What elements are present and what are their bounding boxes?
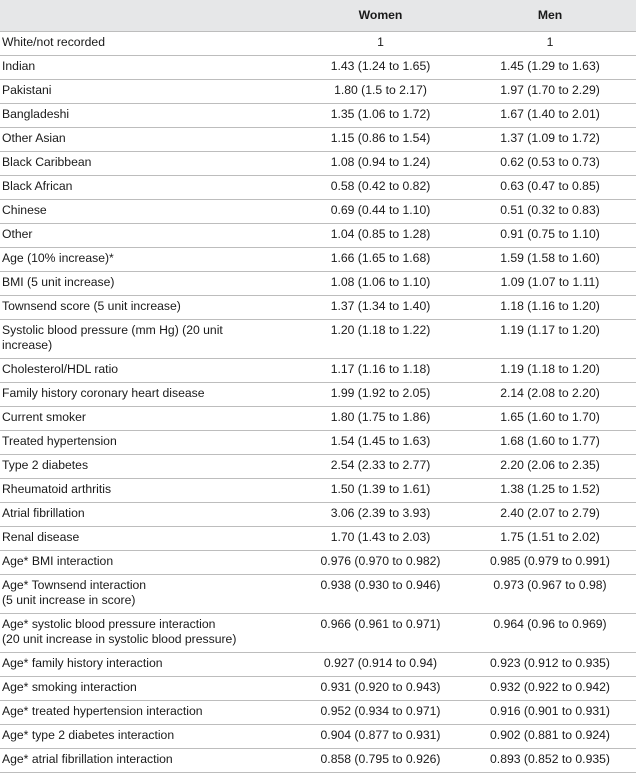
row-label-line: Treated hypertension (2, 434, 117, 448)
women-value: 0.904 (0.877 to 0.931) (297, 725, 464, 749)
women-value: 0.931 (0.920 to 0.943) (297, 677, 464, 701)
table-row (0, 224, 636, 248)
men-value: 0.893 (0.852 to 0.935) (464, 749, 636, 773)
table-row (0, 296, 636, 320)
row-label (0, 725, 297, 749)
men-value: 1.19 (1.18 to 1.20) (464, 359, 636, 383)
men-value: 0.973 (0.967 to 0.98) (464, 575, 636, 614)
table-row (0, 614, 636, 653)
table-row (0, 176, 636, 200)
row-label-line: White/not recorded (2, 35, 105, 49)
men-value: 0.916 (0.901 to 0.931) (464, 701, 636, 725)
table-row (0, 551, 636, 575)
row-label-line: Age* BMI interaction (2, 554, 114, 568)
men-value: 0.985 (0.979 to 0.991) (464, 551, 636, 575)
women-value: 3.06 (2.39 to 3.93) (297, 503, 464, 527)
row-label (0, 32, 297, 56)
men-value: 1.45 (1.29 to 1.63) (464, 56, 636, 80)
row-label-line: Other (2, 227, 33, 241)
men-value: 1.97 (1.70 to 2.29) (464, 80, 636, 104)
men-value: 0.51 (0.32 to 0.83) (464, 200, 636, 224)
women-value: 1.15 (0.86 to 1.54) (297, 128, 464, 152)
row-label-line: Type 2 diabetes (2, 458, 89, 472)
women-value: 1 (297, 32, 464, 56)
row-label-line: Pakistani (2, 83, 52, 97)
row-label (0, 551, 297, 575)
men-value: 1.19 (1.17 to 1.20) (464, 320, 636, 359)
row-label (0, 455, 297, 479)
row-label (0, 296, 297, 320)
row-label-line: Black Caribbean (2, 155, 92, 169)
row-label (0, 749, 297, 773)
row-label-line: Age* family history interaction (2, 656, 163, 670)
women-value: 1.50 (1.39 to 1.61) (297, 479, 464, 503)
row-label (0, 176, 297, 200)
table-row (0, 407, 636, 431)
men-value: 0.902 (0.881 to 0.924) (464, 725, 636, 749)
row-label (0, 431, 297, 455)
table-row (0, 272, 636, 296)
row-label-line: Rheumatoid arthritis (2, 482, 112, 496)
women-value: 1.80 (1.75 to 1.86) (297, 407, 464, 431)
row-label (0, 224, 297, 248)
row-label-line: Current smoker (2, 410, 86, 424)
men-value: 1.38 (1.25 to 1.52) (464, 479, 636, 503)
row-label (0, 701, 297, 725)
row-label (0, 248, 297, 272)
men-value: 0.62 (0.53 to 0.73) (464, 152, 636, 176)
row-label (0, 272, 297, 296)
table-row (0, 653, 636, 677)
row-label-line: Family history coronary heart disease (2, 386, 205, 400)
row-label (0, 614, 297, 653)
row-label-line: Cholesterol/HDL ratio (2, 362, 119, 376)
table-row (0, 320, 636, 359)
men-value: 1.18 (1.16 to 1.20) (464, 296, 636, 320)
row-label (0, 677, 297, 701)
table-row (0, 56, 636, 80)
row-label (0, 80, 297, 104)
header-row (0, 0, 636, 32)
table-body (0, 32, 636, 773)
table-row (0, 383, 636, 407)
row-label-line: Age* type 2 diabetes interaction (2, 728, 175, 742)
row-label (0, 527, 297, 551)
men-value: 0.63 (0.47 to 0.85) (464, 176, 636, 200)
row-label-line: Indian (2, 59, 36, 73)
men-value: 1.09 (1.07 to 1.11) (464, 272, 636, 296)
women-value: 1.35 (1.06 to 1.72) (297, 104, 464, 128)
table-header (0, 0, 636, 32)
table-row (0, 359, 636, 383)
header-women: Women (297, 0, 464, 32)
women-value: 1.04 (0.85 to 1.28) (297, 224, 464, 248)
table-row (0, 749, 636, 773)
women-value: 1.17 (1.16 to 1.18) (297, 359, 464, 383)
row-label-line: Black African (2, 179, 73, 193)
row-label-line: Renal disease (2, 530, 80, 544)
women-value: 0.927 (0.914 to 0.94) (297, 653, 464, 677)
header-men: Men (464, 0, 636, 32)
men-value: 2.40 (2.07 to 2.79) (464, 503, 636, 527)
table-row (0, 431, 636, 455)
row-label-line: Age* systolic blood pressure interaction (2, 617, 216, 631)
women-value: 1.08 (0.94 to 1.24) (297, 152, 464, 176)
men-value: 1.37 (1.09 to 1.72) (464, 128, 636, 152)
table-row (0, 701, 636, 725)
women-value: 1.20 (1.18 to 1.22) (297, 320, 464, 359)
row-label-line: Chinese (2, 203, 47, 217)
row-label (0, 128, 297, 152)
table-row (0, 200, 636, 224)
row-label-line: Systolic blood pressure (mm Hg) (20 unit (2, 323, 223, 337)
women-value: 0.858 (0.795 to 0.926) (297, 749, 464, 773)
men-value: 2.20 (2.06 to 2.35) (464, 455, 636, 479)
men-value: 0.964 (0.96 to 0.969) (464, 614, 636, 653)
row-label-line: (20 unit increase in systolic blood pressure) (2, 632, 237, 646)
women-value: 1.80 (1.5 to 2.17) (297, 80, 464, 104)
row-label (0, 152, 297, 176)
men-value: 1 (464, 32, 636, 56)
men-value: 0.91 (0.75 to 1.10) (464, 224, 636, 248)
row-label-line: Age* treated hypertension interaction (2, 704, 203, 718)
table-row (0, 104, 636, 128)
row-label (0, 104, 297, 128)
row-label-line: Age (10% increase)* (2, 251, 114, 265)
row-label-line: Bangladeshi (2, 107, 70, 121)
men-value: 2.14 (2.08 to 2.20) (464, 383, 636, 407)
men-value: 0.932 (0.922 to 0.942) (464, 677, 636, 701)
women-value: 0.952 (0.934 to 0.971) (297, 701, 464, 725)
row-label-line: Other Asian (2, 131, 66, 145)
table-row (0, 455, 636, 479)
women-value: 0.976 (0.970 to 0.982) (297, 551, 464, 575)
men-value: 1.65 (1.60 to 1.70) (464, 407, 636, 431)
men-value: 1.67 (1.40 to 2.01) (464, 104, 636, 128)
men-value: 1.68 (1.60 to 1.77) (464, 431, 636, 455)
table-row (0, 725, 636, 749)
row-label (0, 407, 297, 431)
table-row (0, 503, 636, 527)
row-label-line: Age* smoking interaction (2, 680, 137, 694)
table-row (0, 152, 636, 176)
table-row (0, 527, 636, 551)
women-value: 1.37 (1.34 to 1.40) (297, 296, 464, 320)
table-row (0, 128, 636, 152)
women-value: 1.54 (1.45 to 1.63) (297, 431, 464, 455)
row-label (0, 200, 297, 224)
row-label (0, 479, 297, 503)
men-value: 0.923 (0.912 to 0.935) (464, 653, 636, 677)
row-label-line: Age* atrial fibrillation interaction (2, 752, 173, 766)
row-label (0, 359, 297, 383)
table-row (0, 479, 636, 503)
row-label (0, 653, 297, 677)
women-value: 1.66 (1.65 to 1.68) (297, 248, 464, 272)
women-value: 0.938 (0.930 to 0.946) (297, 575, 464, 614)
row-label-line: increase) (2, 338, 53, 352)
row-label (0, 320, 297, 359)
row-label (0, 503, 297, 527)
table-row (0, 677, 636, 701)
men-value: 1.75 (1.51 to 2.02) (464, 527, 636, 551)
table-row (0, 248, 636, 272)
header-variable (0, 0, 297, 32)
row-label-line: Atrial fibrillation (2, 506, 85, 520)
row-label (0, 575, 297, 614)
women-value: 1.99 (1.92 to 2.05) (297, 383, 464, 407)
row-label (0, 383, 297, 407)
women-value: 0.58 (0.42 to 0.82) (297, 176, 464, 200)
row-label-line: BMI (5 unit increase) (2, 275, 115, 289)
row-label-line: Townsend score (5 unit increase) (2, 299, 181, 313)
women-value: 0.69 (0.44 to 1.10) (297, 200, 464, 224)
men-value: 1.59 (1.58 to 1.60) (464, 248, 636, 272)
women-value: 1.08 (1.06 to 1.10) (297, 272, 464, 296)
women-value: 1.43 (1.24 to 1.65) (297, 56, 464, 80)
table-row (0, 80, 636, 104)
table-row (0, 575, 636, 614)
women-value: 1.70 (1.43 to 2.03) (297, 527, 464, 551)
table-row (0, 32, 636, 56)
women-value: 0.966 (0.961 to 0.971) (297, 614, 464, 653)
row-label-line: (5 unit increase in score) (2, 593, 136, 607)
women-value: 2.54 (2.33 to 2.77) (297, 455, 464, 479)
row-label (0, 56, 297, 80)
row-label-line: Age* Townsend interaction (2, 578, 147, 592)
